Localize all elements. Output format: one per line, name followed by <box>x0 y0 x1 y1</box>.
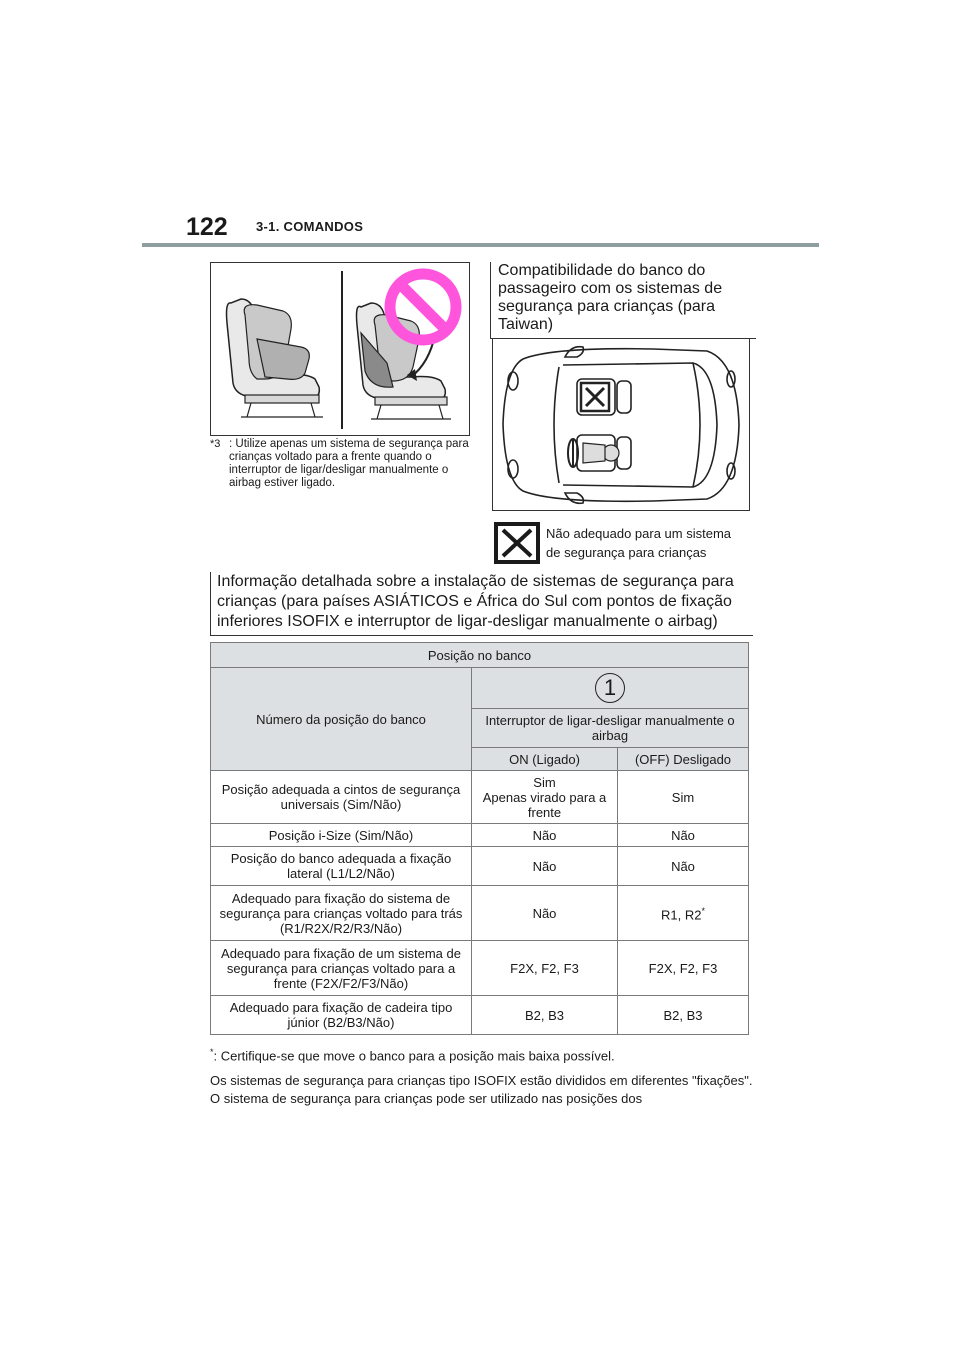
footnote-mark: *3 <box>210 438 221 450</box>
row-on-value: Não <box>472 824 618 847</box>
not-suitable-icon <box>494 522 540 564</box>
row-label: Posição do banco adequada a fixação lateral (L1/L2/Não) <box>211 847 472 886</box>
row-off-value: B2, B3 <box>618 996 749 1035</box>
car-top-view-diagram <box>492 338 750 511</box>
row-label: Adequado para fixação de cadeira tipo júnior (B2/B3/Não) <box>211 996 472 1035</box>
row-on-value: Não <box>472 847 618 886</box>
seat-compatibility-table <box>210 642 749 1035</box>
row-label: Posição adequada a cintos de segurança universais (Sim/Não) <box>211 771 472 824</box>
table-row <box>211 771 749 824</box>
row-off-value: Sim <box>618 771 749 824</box>
row-on-value: F2X, F2, F3 <box>472 941 618 996</box>
table-row <box>211 941 749 996</box>
page-number: 122 <box>186 213 228 241</box>
footnote-3 <box>210 438 470 490</box>
row-off-value: Não <box>618 824 749 847</box>
footnote-text: : Utilize apenas um sistema de segurança para crianças voltado para a frente quando o interruptor de ligar/desligar manualmente o airbag estiver ligado. <box>229 438 469 489</box>
row-label: Adequado para fixação de um sistema de segurança para crianças voltado para a frente (F2X/F2/F3/Não) <box>211 941 472 996</box>
row-on-value <box>472 771 618 824</box>
row-label: Adequado para fixação do sistema de segurança para crianças voltado para trás (R1/R2X/R2/R3/Não) <box>211 886 472 941</box>
legend-line-2: de segurança para crianças <box>546 545 707 560</box>
row-off-value: Não <box>618 847 749 886</box>
table-header-on: ON (Ligado) <box>472 748 618 771</box>
row-off-value: F2X, F2, F3 <box>618 941 749 996</box>
row-off-value-text: R1, R2 <box>661 907 702 923</box>
table-row <box>211 886 749 941</box>
x-box-icon <box>581 383 609 411</box>
prohibition-icon <box>390 274 456 340</box>
footnote-star-symbol: * <box>210 1047 214 1057</box>
legend-text <box>546 524 756 562</box>
row-off-value <box>618 886 749 941</box>
position-number-cell <box>472 668 749 709</box>
header-rule <box>142 243 819 247</box>
table-header-airbag-switch: Interruptor de ligar-desligar manualmente o airbag <box>472 709 749 748</box>
table-row <box>211 996 749 1035</box>
legend-line-1: Não adequado para um sistema <box>546 526 732 541</box>
table-row <box>211 824 749 847</box>
row-on-value-line-1: Sim <box>533 774 556 790</box>
row-on-value-line-2: Apenas virado para a frente <box>482 789 607 820</box>
footnote-star-text: : Certifique-se que move o banco para a posição mais baixa possível. <box>213 1048 615 1064</box>
compatibility-heading: Compatibilidade do banco do passageiro com os sistemas de segurança para crianças (para Taiwan) <box>490 262 756 339</box>
body-paragraph: Os sistemas de segurança para crianças tipo ISOFIX estão divididos em diferentes "fixações". O sistema de segurança para crianças pode ser utilizado nas posições dos <box>210 1073 753 1106</box>
table-header-position-number: Número da posição do banco <box>211 668 472 771</box>
position-1-badge: 1 <box>595 673 625 703</box>
row-label: Posição i-Size (Sim/Não) <box>211 824 472 847</box>
child-seat-illustration <box>210 262 470 436</box>
footnote-star <box>210 1047 750 1063</box>
table-row <box>211 847 749 886</box>
table-header-off: (OFF) Desligado <box>618 748 749 771</box>
row-on-value: B2, B3 <box>472 996 618 1035</box>
row-on-value: Não <box>472 886 618 941</box>
info-heading: Informação detalhada sobre a instalação de sistemas de segurança para crianças (para países ASIÁTICOS e África do Sul com pontos de fixação inferiores ISOFIX e interruptor de ligar-desligar manualmente o airbag) <box>210 572 753 636</box>
footnote-star-mark: * <box>701 905 705 916</box>
section-title: 3-1. COMANDOS <box>256 219 364 234</box>
table-header-seat-position: Posição no banco <box>211 643 749 668</box>
